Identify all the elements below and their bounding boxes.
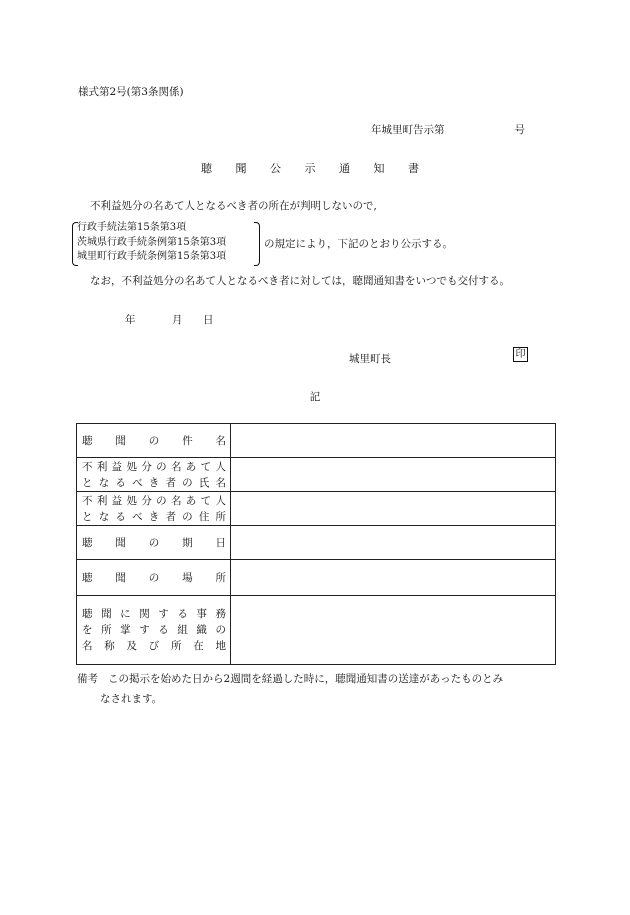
- date-day-label: 日: [203, 314, 214, 326]
- value-cell: [231, 596, 556, 665]
- label-char: 聞: [115, 536, 126, 549]
- label-char: す: [158, 608, 169, 620]
- table-row: [77, 526, 556, 560]
- label-char: 名: [170, 494, 182, 507]
- label-line: [82, 638, 226, 654]
- row-label: [77, 560, 231, 596]
- label-char: 聴: [82, 536, 93, 549]
- seal-mark: 印: [513, 347, 528, 362]
- label-char: 住: [198, 510, 210, 523]
- label-char: 聴: [82, 434, 93, 447]
- label-char: 称: [104, 640, 115, 652]
- document-title: 聴 聞 公 示 通 知 書: [201, 162, 429, 175]
- label-char: 場: [182, 571, 193, 584]
- label-line: [82, 570, 226, 586]
- label-char: 益: [111, 494, 123, 507]
- label-char: 益: [111, 460, 123, 473]
- value-cell: [231, 458, 556, 492]
- label-char: 聞: [101, 608, 112, 620]
- label-char: て: [200, 460, 212, 473]
- label-char: き: [148, 510, 160, 523]
- label-char: の: [215, 624, 226, 636]
- label-char: 期: [182, 536, 193, 549]
- value-cell: [231, 424, 556, 458]
- issuer-name: 城里町長: [349, 353, 391, 365]
- law-reference: 茨城県行政手続条例第15条第3項: [77, 236, 227, 248]
- label-char: 及: [126, 640, 137, 652]
- label-char: 利: [96, 494, 108, 507]
- label-char: る: [158, 624, 169, 636]
- label-char: る: [177, 608, 188, 620]
- label-char: 組: [177, 624, 188, 636]
- label-char: 利: [96, 460, 108, 473]
- label-line: [82, 459, 226, 475]
- label-line: [82, 535, 226, 551]
- label-char: 分: [141, 460, 152, 473]
- label-char: 件: [182, 434, 193, 447]
- table-row: [77, 492, 556, 526]
- remarks-line-1: [77, 669, 503, 689]
- label-char: 所: [215, 571, 226, 584]
- label-char: る: [115, 476, 126, 489]
- label-char: の: [182, 476, 193, 489]
- label-char: の: [148, 536, 160, 549]
- label-char: べ: [132, 510, 143, 523]
- label-char: 処: [126, 460, 137, 473]
- label-char: に: [120, 608, 131, 620]
- label-char: 日: [215, 536, 226, 549]
- label-char: な: [98, 510, 110, 523]
- label-char: べ: [132, 476, 143, 489]
- label-char: き: [148, 476, 160, 489]
- notice-number-line: [371, 122, 525, 137]
- label-char: 所: [215, 510, 226, 523]
- label-line: [82, 622, 226, 638]
- label-char: 者: [165, 510, 176, 523]
- row-label: [77, 492, 231, 526]
- label-char: あ: [185, 494, 197, 507]
- law-reference: 行政手続法第15条第3項: [77, 222, 187, 233]
- label-char: 分: [141, 494, 152, 507]
- label-line: [82, 509, 226, 525]
- label-char: の: [148, 434, 160, 447]
- date-year-label: 年: [125, 314, 136, 326]
- label-char: と: [82, 510, 93, 523]
- label-char: 名: [82, 640, 93, 652]
- section-marker: 記: [309, 391, 321, 403]
- row-label: [77, 596, 231, 665]
- label-char: と: [82, 476, 93, 489]
- hearing-details-table: [76, 423, 556, 665]
- date-line: [125, 312, 214, 327]
- label-char: 者: [165, 476, 176, 489]
- value-cell: [231, 560, 556, 596]
- label-char: 地: [215, 640, 226, 652]
- label-char: 掌: [120, 624, 131, 636]
- label-char: の: [156, 460, 167, 473]
- label-line: [82, 493, 226, 509]
- label-line: [82, 606, 226, 622]
- label-char: 所: [171, 640, 182, 652]
- label-char: び: [148, 640, 160, 652]
- label-char: 名: [170, 460, 182, 473]
- label-char: 務: [215, 608, 226, 620]
- value-cell: [231, 526, 556, 560]
- label-char: 不: [82, 494, 93, 507]
- row-label: [77, 458, 231, 492]
- label-char: 不: [82, 460, 93, 473]
- remarks-text: この掲示を始めた日から2週間を経過した時に，聴聞通知書の送達があったものとみ: [108, 673, 504, 685]
- row-label: [77, 424, 231, 458]
- label-char: 名: [215, 476, 226, 489]
- label-char: の: [182, 510, 193, 523]
- label-char: の: [156, 494, 167, 507]
- label-char: る: [115, 510, 126, 523]
- label-line: [82, 433, 226, 449]
- value-cell: [231, 492, 556, 526]
- label-char: 関: [139, 608, 150, 620]
- label-char: 人: [215, 460, 226, 473]
- label-char: 聴: [82, 571, 93, 584]
- paragraph-2: なお，不利益処分の名あて人となるべき者に対しては，聴聞通知書をいつでも交付する。: [90, 275, 510, 287]
- label-char: の: [148, 571, 160, 584]
- bracket-right: [254, 222, 260, 266]
- law-reference-list: [77, 221, 226, 265]
- table-row: [77, 560, 556, 596]
- label-char: を: [82, 624, 93, 636]
- label-char: 聞: [115, 434, 126, 447]
- label-char: 人: [215, 494, 226, 507]
- remarks-line-2: なされます。: [100, 693, 163, 705]
- notice-number-prefix: 年城里町告示第: [371, 124, 445, 136]
- paragraph-1: 不利益処分の名あて人となるべき者の所在が判明しないので,: [90, 200, 377, 212]
- label-char: 織: [196, 624, 207, 636]
- table-row: [77, 596, 556, 665]
- remarks: [77, 669, 503, 709]
- date-month-label: 月: [172, 314, 183, 326]
- table-row: [77, 458, 556, 492]
- law-reference: 城里町行政手続条例第15条第3項: [77, 251, 227, 262]
- label-char: 聞: [115, 571, 126, 584]
- label-char: 所: [101, 624, 112, 636]
- label-char: 聴: [82, 608, 93, 620]
- label-char: 名: [215, 434, 226, 447]
- label-char: 事: [196, 608, 207, 620]
- label-char: 処: [126, 494, 137, 507]
- label-char: な: [98, 476, 110, 489]
- label-line: [82, 475, 226, 491]
- table-row: [77, 424, 556, 458]
- label-char: す: [139, 624, 150, 636]
- law-reference-bracket: [72, 222, 260, 264]
- label-char: あ: [185, 460, 197, 473]
- remarks-label: 備考: [77, 673, 98, 685]
- law-reference-suffix: の規定により，下記のとおり公示する。: [264, 238, 453, 250]
- notice-number-suffix: 号: [514, 124, 525, 136]
- label-char: て: [200, 494, 212, 507]
- label-char: 氏: [198, 476, 210, 489]
- form-label: 様式第2号(第3条関係): [78, 86, 184, 98]
- row-label: [77, 526, 231, 560]
- label-char: 在: [193, 640, 204, 652]
